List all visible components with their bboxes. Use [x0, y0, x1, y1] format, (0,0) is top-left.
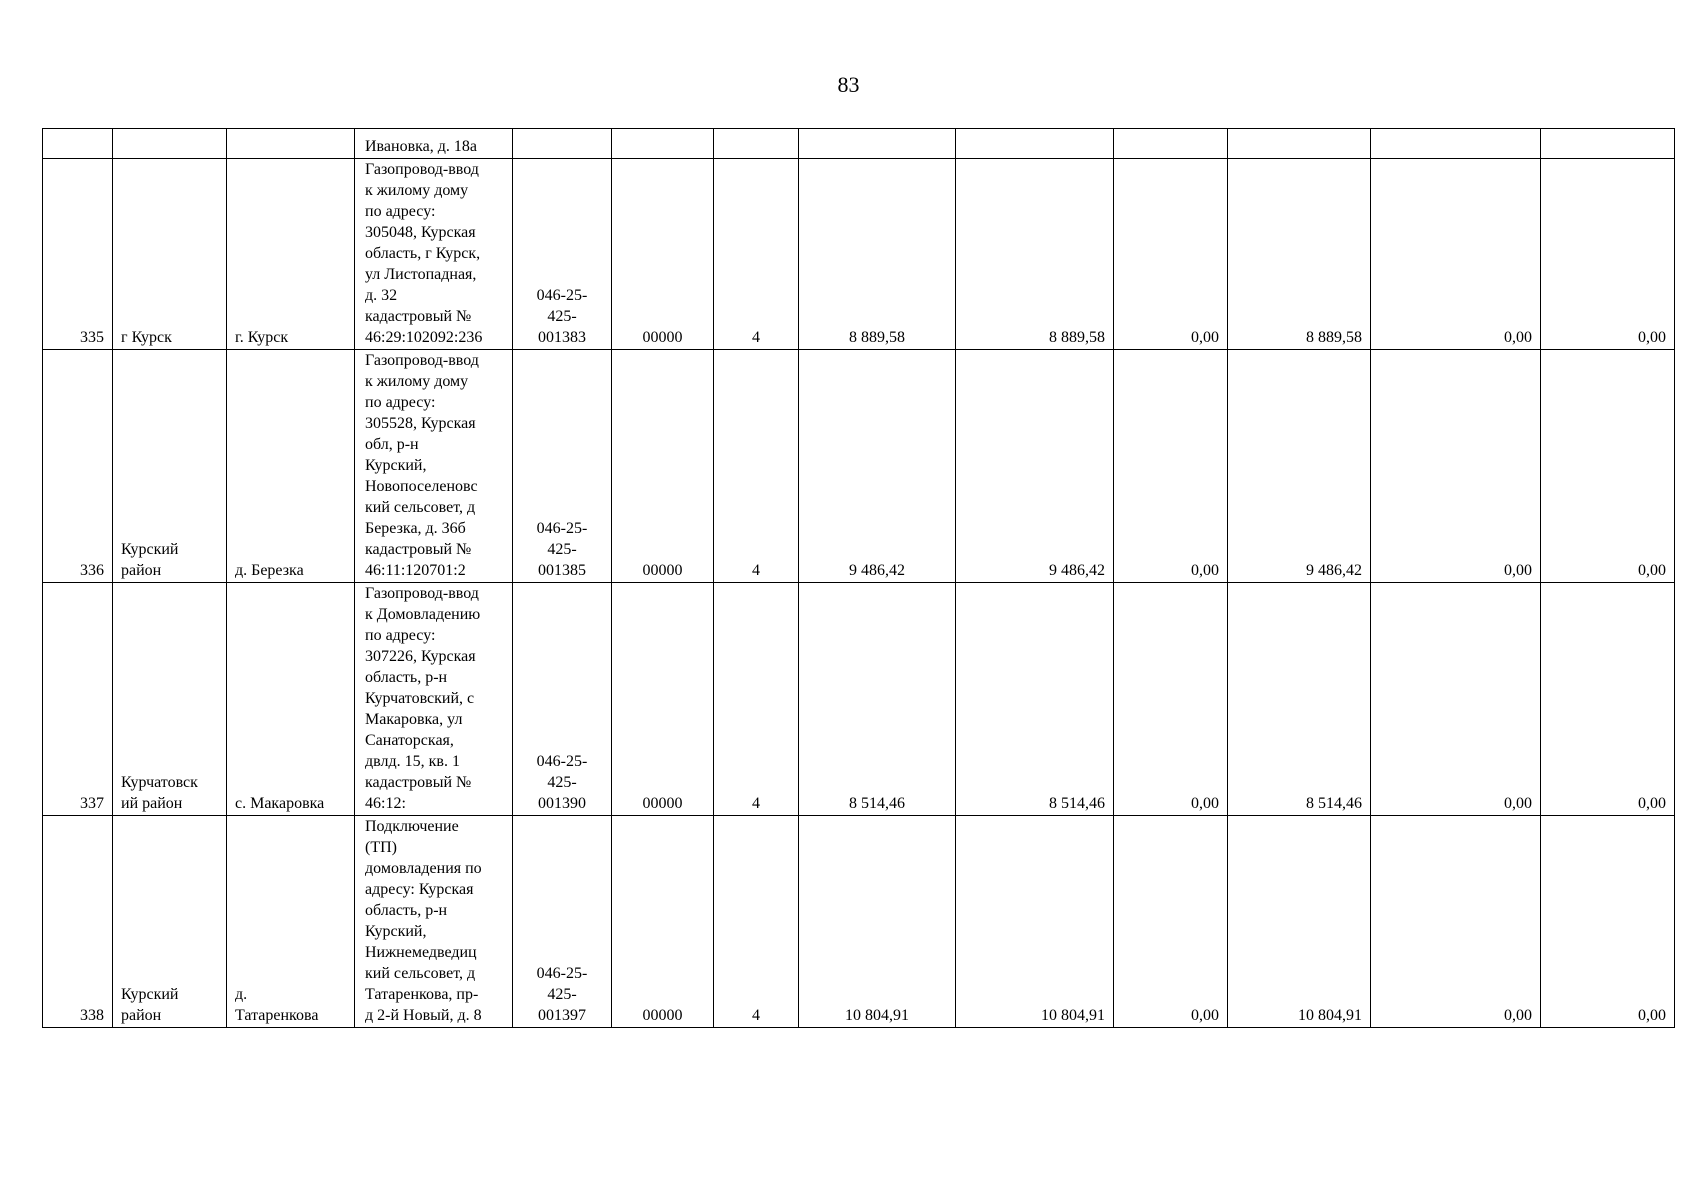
cell-value1: [799, 129, 956, 159]
cell-value5: [1371, 129, 1541, 159]
cell-value1: 8 889,58: [799, 159, 956, 350]
cell-locality: д. Татаренкова: [227, 816, 355, 1028]
cell-inventory: [513, 129, 612, 159]
cell-description: Газопровод-ввод к жилому дому по адресу: 305048, Курская область, г Курск, ул Листопадная, д. 32 кадастровый № 46:29:102092:236: [355, 159, 513, 350]
cell-code: 00000: [612, 159, 714, 350]
cell-description: Подключение (ТП) домовладения по адресу: Курская область, р-н Курский, Нижнемедведиц кий сельсовет, д Татаренкова, пр- д 2-й Новый, д. 8: [355, 816, 513, 1028]
cell-group: 4: [714, 816, 799, 1028]
cell-group: [714, 129, 799, 159]
cell-num: 335: [43, 159, 113, 350]
cell-value2: [956, 129, 1114, 159]
table-row: [43, 816, 1675, 1028]
cell-value6: 0,00: [1541, 816, 1675, 1028]
cell-value2: 8 514,46: [956, 583, 1114, 816]
cell-value4: 8 514,46: [1228, 583, 1371, 816]
cell-code: 00000: [612, 816, 714, 1028]
asset-table: [42, 128, 1675, 1028]
cell-value3: 0,00: [1114, 159, 1228, 350]
cell-description: Газопровод-ввод к Домовладению по адресу: 307226, Курская область, р-н Курчатовский, с Макаровка, ул Санаторская, двлд. 15, кв. 1 кадастровый № 46:12:: [355, 583, 513, 816]
cell-group: 4: [714, 159, 799, 350]
cell-value1: 9 486,42: [799, 350, 956, 583]
cell-district: Курчатовск ий район: [113, 583, 227, 816]
cell-value5: 0,00: [1371, 583, 1541, 816]
cell-value6: 0,00: [1541, 159, 1675, 350]
cell-group: 4: [714, 583, 799, 816]
cell-code: [612, 129, 714, 159]
cell-num: 337: [43, 583, 113, 816]
cell-value1: 8 514,46: [799, 583, 956, 816]
cell-value6: 0,00: [1541, 350, 1675, 583]
page-number: 83: [837, 72, 860, 97]
cell-value4: 9 486,42: [1228, 350, 1371, 583]
cell-value1: 10 804,91: [799, 816, 956, 1028]
cell-value4: 10 804,91: [1228, 816, 1371, 1028]
cell-district: Курский район: [113, 816, 227, 1028]
cell-locality: [227, 129, 355, 159]
cell-value5: 0,00: [1371, 350, 1541, 583]
cell-locality: с. Макаровка: [227, 583, 355, 816]
cell-value3: [1114, 129, 1228, 159]
cell-locality: г. Курск: [227, 159, 355, 350]
cell-num: [43, 129, 113, 159]
cell-description: Газопровод-ввод к жилому дому по адресу: 305528, Курская обл, р-н Курский, Новопоселеновс кий сельсовет, д Березка, д. 36б кадастровый № 46:11:120701:2: [355, 350, 513, 583]
cell-group: 4: [714, 350, 799, 583]
cell-code: 00000: [612, 583, 714, 816]
cell-value2: 9 486,42: [956, 350, 1114, 583]
cell-district: Курский район: [113, 350, 227, 583]
cell-value6: 0,00: [1541, 583, 1675, 816]
cell-inventory: 046-25- 425- 001383: [513, 159, 612, 350]
cell-district: г Курск: [113, 159, 227, 350]
cell-value3: 0,00: [1114, 816, 1228, 1028]
cell-district: [113, 129, 227, 159]
cell-num: 336: [43, 350, 113, 583]
table-row: [43, 583, 1675, 816]
cell-inventory: 046-25- 425- 001385: [513, 350, 612, 583]
table-row: [43, 350, 1675, 583]
cell-code: 00000: [612, 350, 714, 583]
cell-inventory: 046-25- 425- 001390: [513, 583, 612, 816]
cell-locality: д. Березка: [227, 350, 355, 583]
cell-value4: 8 889,58: [1228, 159, 1371, 350]
cell-value5: 0,00: [1371, 816, 1541, 1028]
cell-description: Ивановка, д. 18а: [355, 129, 513, 159]
cell-num: 338: [43, 816, 113, 1028]
cell-value2: 8 889,58: [956, 159, 1114, 350]
cell-value3: 0,00: [1114, 350, 1228, 583]
cell-value6: [1541, 129, 1675, 159]
cell-value3: 0,00: [1114, 583, 1228, 816]
cell-value5: 0,00: [1371, 159, 1541, 350]
cell-value4: [1228, 129, 1371, 159]
cell-value2: 10 804,91: [956, 816, 1114, 1028]
cell-inventory: 046-25- 425- 001397: [513, 816, 612, 1028]
table-row: [43, 159, 1675, 350]
table-row-continued: [43, 129, 1675, 159]
